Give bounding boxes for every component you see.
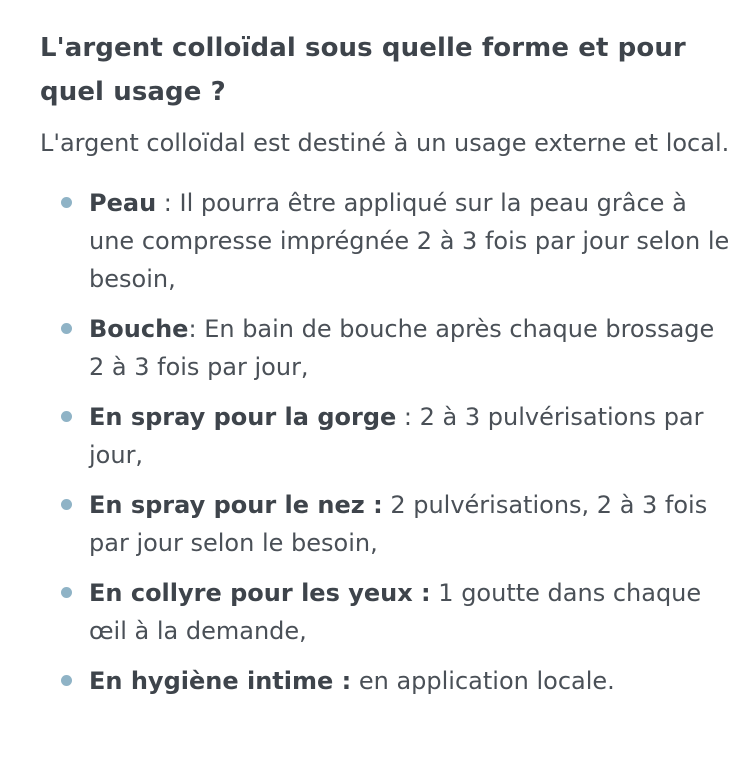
list-item [40,486,730,562]
list-item [40,398,730,474]
intro-paragraph: L'argent colloïdal est destiné à un usage externe et local. [40,129,730,157]
bullet-dot-icon [61,675,72,686]
article-section [40,26,730,712]
list-item-term: En spray pour le nez : [89,491,383,519]
list-item-text: 1 goutte dans chaque œil à la demande, [89,579,702,645]
list-item [40,662,730,700]
bullet-dot-icon [61,587,72,598]
list-item [40,310,730,386]
list-item-term: En spray pour la gorge [89,403,397,431]
list-item-separator: : [396,403,420,431]
list-item-separator: : [156,189,180,217]
list-item-text: Il pourra être appliqué sur la peau grâce à une compresse imprégnée 2 à 3 fois par jour selon le besoin, [89,189,730,293]
list-item-text: 2 pulvérisations, 2 à 3 fois par jour selon le besoin, [89,491,708,557]
bullet-dot-icon [61,499,72,510]
bullet-dot-icon [61,323,72,334]
list-item-term: Peau [89,189,157,217]
list-item-text: en application locale. [358,667,615,695]
list-item [40,184,730,298]
bullet-dot-icon [61,197,72,208]
usage-list [40,184,730,700]
list-item-term: En collyre pour les yeux : [89,579,431,607]
list-item-text: En bain de bouche après chaque brossage 2 à 3 fois par jour, [89,315,715,381]
list-item-separator: : [188,315,205,343]
list-item-separator [351,667,359,695]
list-item-text: 2 à 3 pulvérisations par jour, [89,403,704,469]
bullet-dot-icon [61,411,72,422]
list-item-term: En hygiène intime : [89,667,352,695]
list-item-term: Bouche [89,315,189,343]
section-heading: L'argent colloïdal sous quelle forme et pour quel usage ? [40,33,686,107]
list-item [40,574,730,650]
